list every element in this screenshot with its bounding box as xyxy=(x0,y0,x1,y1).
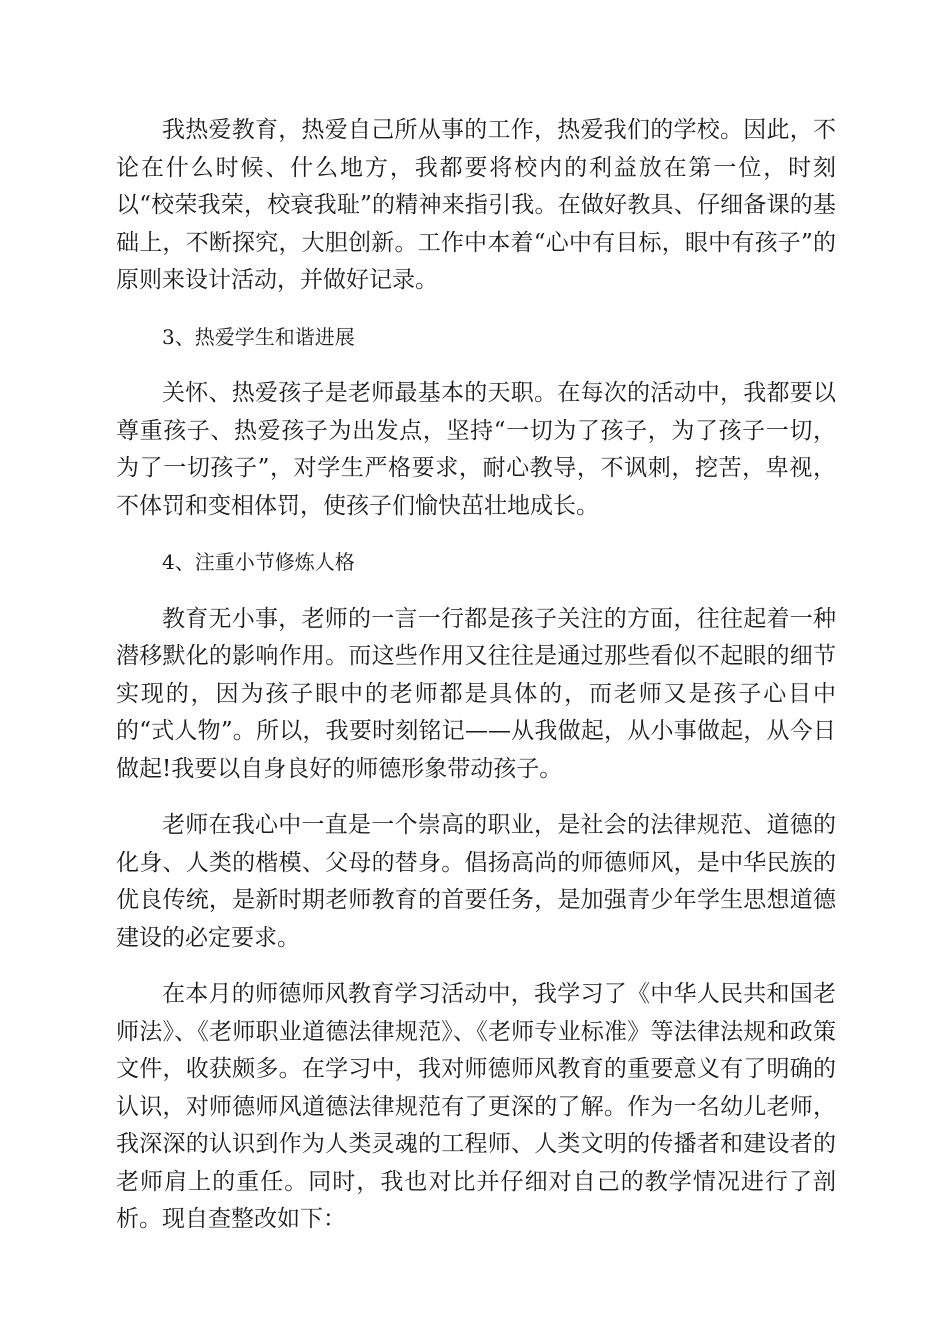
document-body xyxy=(116,112,836,1258)
paragraph-monthly-study: 在本月的师德师风教育学习活动中，我学习了《中华人民共和国老师法》、《老师职业道德法律规范》、《老师专业标准》等法律法规和政策文件，收获颇多。在学习中，我对师德师风教育的重要意义有了明确的认识，对师德师风道德法律规范有了更深的了解。作为一名幼儿老师，我深深的认识到作为人类灵魂的工程师、人类文明的传播者和建设者的老师肩上的重任。同时，我也对比并仔细对自己的教学情况进行了剖析。现自查整改如下： xyxy=(116,981,836,1232)
paragraph-love-education: 我热爱教育，热爱自己所从事的工作，热爱我们的学校。因此，不论在什么时候、什么地方，我都要将校内的利益放在第一位，时刻以“校荣我荣，校衰我耻”的精神来指引我。在做好教具、仔细备课的基础上，不断探究，大胆创新。工作中本着“心中有目标，眼中有孩子”的原则来设计活动，并做好记录。 xyxy=(116,117,836,293)
section-heading-3: 3、热爱学生和谐进展 xyxy=(162,324,355,349)
paragraph-teacher-profession: 老师在我心中一直是一个崇高的职业，是社会的法律规范、道德的化身、人类的楷模、父母的替身。倡扬高尚的师德师风，是中华民族的优良传统，是新时期老师教育的首要任务，是加强青少年学生思想道德建设的必定要求。 xyxy=(116,812,836,951)
paragraph-small-details: 教育无小事，老师的一言一行都是孩子关注的方面，往往起着一种潜移默化的影响作用。而这些作用又往往是通过那些看似不起眼的细节实现的，因为孩子眼中的老师都是具体的，而老师又是孩子心目中的“式人物”。所以，我要时刻铭记——从我做起，从小事做起，从今日做起!我要以自身良好的师德形象带动孩子。 xyxy=(116,605,836,782)
paragraph-love-students: 关怀、热爱孩子是老师最基本的天职。在每次的活动中，我都要以尊重孩子、热爱孩子为出发点，坚持“一切为了孩子，为了孩子一切，为了一切孩子”，对学生严格要求，耐心教导，不讽刺，挖苦，卑视，不体罚和变相体罚，使孩子们愉快茁壮地成长。 xyxy=(116,380,836,519)
section-heading-4: 4、注重小节修炼人格 xyxy=(162,550,355,574)
